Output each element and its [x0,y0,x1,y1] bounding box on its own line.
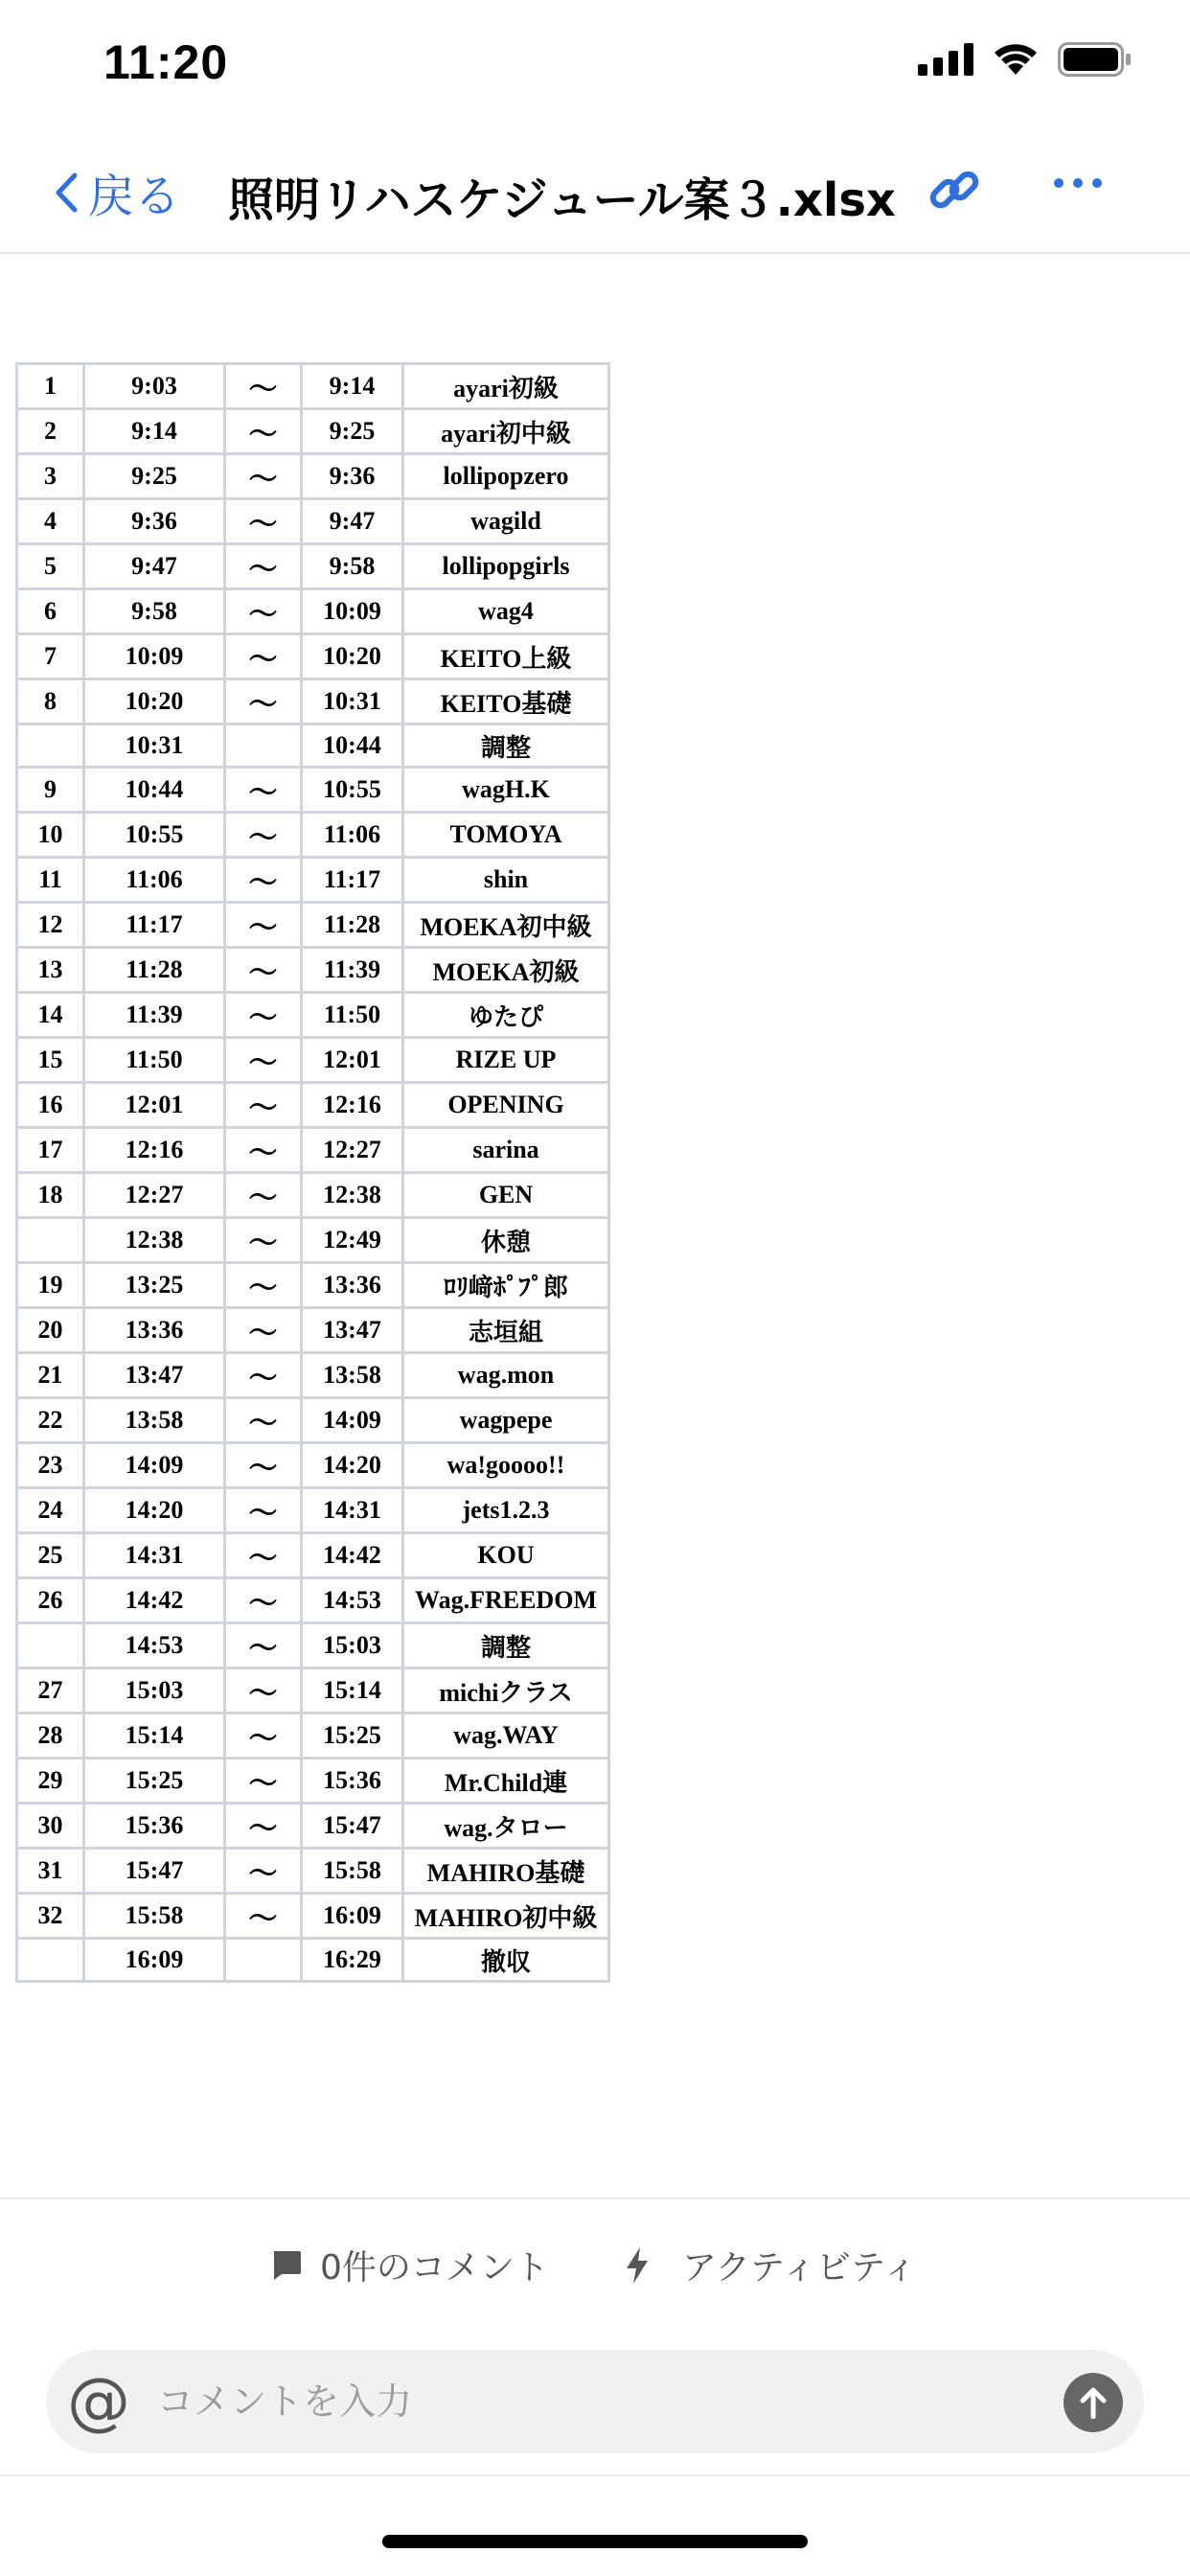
cell-number[interactable]: 28 [17,1714,84,1759]
cell-separator[interactable]: ～ [225,1668,302,1714]
cell-separator[interactable]: ～ [225,499,302,544]
table-row [17,993,609,1038]
at-icon[interactable]: @ [67,2363,130,2438]
cell-number[interactable]: 8 [17,679,84,724]
cell-end-time[interactable]: 12:49 [302,1218,403,1263]
table-row [17,1623,609,1668]
cell-group-name[interactable]: wag.mon [403,1353,609,1398]
cell-end-time[interactable]: 13:36 [302,1263,403,1308]
cell-start-time[interactable]: 14:20 [84,1488,225,1533]
table-row [17,1083,609,1128]
cell-start-time[interactable]: 13:25 [84,1263,225,1308]
cell-number[interactable]: 18 [17,1173,84,1218]
table-row [17,1759,609,1804]
cell-end-time[interactable]: 11:50 [302,993,403,1038]
cell-end-time[interactable]: 10:31 [302,679,403,724]
cell-end-time[interactable]: 12:38 [302,1173,403,1218]
cell-separator[interactable]: ～ [225,858,302,903]
table-row [17,1173,609,1218]
table-row [17,948,609,993]
cell-group-name[interactable]: lollipopgirls [403,544,609,589]
cell-end-time[interactable]: 10:44 [302,724,403,768]
cell-start-time[interactable]: 14:31 [84,1533,225,1578]
table-row [17,768,609,813]
cell-number[interactable]: 4 [17,499,84,544]
cell-number[interactable]: 2 [17,409,84,454]
cell-group-name[interactable]: wag.タロー [403,1804,609,1849]
cell-number[interactable]: 17 [17,1128,84,1173]
cell-start-time[interactable]: 12:01 [84,1083,225,1128]
cell-start-time[interactable]: 15:58 [84,1894,225,1939]
cell-separator[interactable]: ～ [225,903,302,948]
cell-end-time[interactable]: 9:25 [302,409,403,454]
cell-start-time[interactable]: 10:31 [84,724,225,768]
cell-number[interactable]: 21 [17,1353,84,1398]
lightning-icon [625,2247,650,2284]
table-row [17,364,609,409]
table-row [17,634,609,679]
cell-separator[interactable] [225,1939,302,1982]
cell-group-name[interactable]: 撤収 [403,1939,609,1982]
cell-separator[interactable] [225,724,302,768]
table-row [17,679,609,724]
table-row [17,409,609,454]
cell-group-name[interactable]: wagild [403,499,609,544]
cell-group-name[interactable]: KOU [403,1533,609,1578]
table-row [17,1308,609,1353]
cell-separator[interactable]: ～ [225,544,302,589]
table-row [17,1714,609,1759]
table-row [17,1533,609,1578]
cell-separator[interactable]: ～ [225,948,302,993]
cell-group-name[interactable]: wag.WAY [403,1714,609,1759]
table-row [17,1263,609,1308]
cell-separator[interactable]: ～ [225,1623,302,1668]
cell-start-time[interactable]: 13:36 [84,1308,225,1353]
signal-icon [918,43,973,76]
table-row [17,1353,609,1398]
cell-number[interactable] [17,1218,84,1263]
more-icon [1073,178,1083,188]
link-icon [926,161,983,218]
cell-separator[interactable]: ～ [225,634,302,679]
cell-end-time[interactable]: 14:20 [302,1443,403,1488]
cell-number[interactable]: 11 [17,858,84,903]
cell-separator[interactable]: ～ [225,1218,302,1263]
cell-end-time[interactable]: 14:42 [302,1533,403,1578]
cell-start-time[interactable]: 15:36 [84,1804,225,1849]
cell-number[interactable]: 30 [17,1804,84,1849]
cell-end-time[interactable]: 11:39 [302,948,403,993]
link-button[interactable] [926,161,983,222]
table-row [17,813,609,858]
cell-start-time[interactable]: 9:47 [84,544,225,589]
cell-start-time[interactable]: 15:25 [84,1759,225,1804]
comment-bar [46,2350,1144,2453]
cell-start-time[interactable]: 11:06 [84,858,225,903]
cell-group-name[interactable]: shin [403,858,609,903]
cell-separator[interactable]: ～ [225,1578,302,1623]
cell-number[interactable]: 22 [17,1398,84,1443]
cell-number[interactable] [17,724,84,768]
cell-separator[interactable]: ～ [225,1533,302,1578]
cell-separator[interactable]: ～ [225,993,302,1038]
table-row [17,724,609,768]
cell-separator[interactable]: ～ [225,364,302,409]
cell-separator[interactable]: ～ [225,813,302,858]
cell-number[interactable]: 20 [17,1308,84,1353]
table-row [17,1128,609,1173]
cell-separator[interactable]: ～ [225,454,302,499]
cell-group-name[interactable]: jets1.2.3 [403,1488,609,1533]
cell-start-time[interactable]: 9:58 [84,589,225,634]
cell-group-name[interactable]: wag4 [403,589,609,634]
more-icon [1054,178,1064,188]
cell-separator[interactable]: ～ [225,768,302,813]
cell-separator[interactable]: ～ [225,1488,302,1533]
cell-number[interactable]: 10 [17,813,84,858]
back-button[interactable] [54,159,180,225]
wifi-icon [993,42,1039,77]
cell-number[interactable] [17,1623,84,1668]
back-label: 戻る [88,170,181,223]
cell-end-time[interactable]: 15:36 [302,1759,403,1804]
status-bar [0,0,1190,125]
comments-tab[interactable] [270,2241,549,2289]
cell-start-time[interactable]: 10:20 [84,679,225,724]
table-row [17,903,609,948]
cell-start-time[interactable]: 15:14 [84,1714,225,1759]
cell-number[interactable]: 16 [17,1083,84,1128]
table-row [17,589,609,634]
cell-end-time[interactable]: 9:58 [302,544,403,589]
spreadsheet-table [15,362,610,1983]
cell-group-name[interactable]: lollipopzero [403,454,609,499]
cell-group-name[interactable]: ﾛﾘ﨑ﾎﾟﾌﾟ郎 [403,1263,609,1308]
cell-group-name[interactable]: wa!goooo!! [403,1443,609,1488]
table-row [17,1398,609,1443]
cell-end-time[interactable]: 16:29 [302,1939,403,1982]
cell-group-name[interactable]: Mr.Child連 [403,1759,609,1804]
cell-end-time[interactable]: 15:14 [302,1668,403,1714]
cell-start-time[interactable]: 16:09 [84,1939,225,1982]
cell-separator[interactable]: ～ [225,1173,302,1218]
comment-icon [270,2249,303,2282]
cell-separator[interactable]: ～ [225,1849,302,1894]
cell-group-name[interactable]: sarina [403,1128,609,1173]
cell-start-time[interactable]: 10:09 [84,634,225,679]
cell-group-name[interactable]: ゆたぴ [403,993,609,1038]
cell-group-name[interactable]: RIZE UP [403,1038,609,1083]
cell-start-time[interactable]: 13:58 [84,1398,225,1443]
cell-end-time[interactable]: 15:47 [302,1804,403,1849]
cell-number[interactable]: 24 [17,1488,84,1533]
cell-number[interactable]: 19 [17,1263,84,1308]
cell-number[interactable]: 6 [17,589,84,634]
cell-group-name[interactable]: MAHIRO初中級 [403,1894,609,1939]
cell-separator[interactable]: ～ [225,1083,302,1128]
table-row [17,1443,609,1488]
cell-number[interactable]: 7 [17,634,84,679]
battery-icon [1058,42,1133,77]
cell-separator[interactable]: ～ [225,1443,302,1488]
cell-group-name[interactable]: TOMOYA [403,813,609,858]
table-row [17,544,609,589]
cell-number[interactable]: 3 [17,454,84,499]
cell-start-time[interactable]: 11:39 [84,993,225,1038]
cell-start-time[interactable]: 15:47 [84,1849,225,1894]
cell-end-time[interactable]: 15:58 [302,1849,403,1894]
cell-end-time[interactable]: 14:53 [302,1578,403,1623]
cell-group-name[interactable]: MOEKA初中級 [403,903,609,948]
cell-start-time[interactable]: 11:50 [84,1038,225,1083]
cell-end-time[interactable]: 9:14 [302,364,403,409]
table-row [17,1578,609,1623]
cell-number[interactable]: 13 [17,948,84,993]
table-row [17,1038,609,1083]
cell-end-time[interactable]: 12:01 [302,1038,403,1083]
table-row [17,454,609,499]
table-row [17,1849,609,1894]
cell-group-name[interactable]: Wag.FREEDOM [403,1578,609,1623]
cell-end-time[interactable]: 11:17 [302,858,403,903]
comments-label: 0件のコメント [320,2248,549,2288]
divider [0,2474,1190,2476]
cell-start-time[interactable]: 11:17 [84,903,225,948]
cell-separator[interactable]: ～ [225,1398,302,1443]
cell-separator[interactable]: ～ [225,1353,302,1398]
nav-bar [0,125,1190,254]
cell-end-time[interactable]: 14:31 [302,1488,403,1533]
cell-start-time[interactable]: 12:27 [84,1173,225,1218]
cell-separator[interactable]: ～ [225,679,302,724]
cell-end-time[interactable]: 9:36 [302,454,403,499]
chevron-left-icon [54,172,79,214]
cell-group-name[interactable]: michiクラス [403,1668,609,1714]
cell-number[interactable]: 27 [17,1668,84,1714]
cell-number[interactable]: 14 [17,993,84,1038]
cell-group-name[interactable]: OPENING [403,1083,609,1128]
table-row [17,1218,609,1263]
cell-number[interactable]: 9 [17,768,84,813]
cell-group-name[interactable]: KEITO上級 [403,634,609,679]
cell-group-name[interactable]: GEN [403,1173,609,1218]
table-row [17,1804,609,1849]
cell-end-time[interactable]: 13:58 [302,1353,403,1398]
cell-end-time[interactable]: 9:47 [302,499,403,544]
table-row [17,499,609,544]
cell-start-time[interactable]: 14:42 [84,1578,225,1623]
cell-group-name[interactable]: 志垣組 [403,1308,609,1353]
arrow-up-icon [1079,2386,1108,2419]
cell-end-time[interactable]: 12:27 [302,1128,403,1173]
status-icons [918,42,1133,77]
cell-start-time[interactable]: 14:53 [84,1623,225,1668]
cell-start-time[interactable]: 13:47 [84,1353,225,1398]
cell-start-time[interactable]: 15:03 [84,1668,225,1714]
cell-end-time[interactable]: 16:09 [302,1894,403,1939]
more-icon [1092,178,1102,188]
send-button[interactable] [1064,2373,1123,2432]
table-row [17,1894,609,1939]
cell-separator[interactable]: ～ [225,1894,302,1939]
cell-end-time[interactable]: 10:20 [302,634,403,679]
cell-end-time[interactable]: 15:25 [302,1714,403,1759]
table-row [17,858,609,903]
cell-group-name[interactable]: MAHIRO基礎 [403,1849,609,1894]
cell-start-time[interactable]: 10:55 [84,813,225,858]
cell-group-name[interactable]: wagH.K [403,768,609,813]
cell-separator[interactable]: ～ [225,409,302,454]
more-button[interactable] [1054,178,1102,188]
cell-number[interactable]: 25 [17,1533,84,1578]
table-row [17,1939,609,1982]
cell-end-time[interactable]: 11:28 [302,903,403,948]
table-row [17,1488,609,1533]
cell-start-time[interactable]: 12:16 [84,1128,225,1173]
cell-end-time[interactable]: 12:16 [302,1083,403,1128]
cell-group-name[interactable]: wagpepe [403,1398,609,1443]
cell-number[interactable]: 31 [17,1849,84,1894]
cell-end-time[interactable]: 10:55 [302,768,403,813]
cell-number[interactable]: 32 [17,1894,84,1939]
cell-start-time[interactable]: 9:36 [84,499,225,544]
cell-separator[interactable]: ～ [225,1804,302,1849]
cell-group-name[interactable]: 調整 [403,724,609,768]
cell-group-name[interactable]: 調整 [403,1623,609,1668]
cell-separator[interactable]: ～ [225,1128,302,1173]
cell-group-name[interactable]: MOEKA初級 [403,948,609,993]
cell-number[interactable]: 23 [17,1443,84,1488]
cell-end-time[interactable]: 10:09 [302,589,403,634]
cell-end-time[interactable]: 15:03 [302,1623,403,1668]
divider [0,2197,1190,2199]
cell-start-time[interactable]: 9:25 [84,454,225,499]
cell-number[interactable]: 15 [17,1038,84,1083]
activity-tab[interactable] [625,2241,917,2289]
cell-start-time[interactable]: 10:44 [84,768,225,813]
cell-start-time[interactable]: 12:38 [84,1218,225,1263]
cell-end-time[interactable]: 13:47 [302,1308,403,1353]
cell-number[interactable]: 1 [17,364,84,409]
home-indicator [382,2535,808,2548]
cell-start-time[interactable]: 14:09 [84,1443,225,1488]
cell-separator[interactable]: ～ [225,1038,302,1083]
cell-start-time[interactable]: 9:14 [84,409,225,454]
status-time: 11:20 [103,35,229,89]
cell-number[interactable]: 5 [17,544,84,589]
cell-start-time[interactable]: 11:28 [84,948,225,993]
cell-group-name[interactable]: ayari初中級 [403,409,609,454]
cell-end-time[interactable]: 14:09 [302,1398,403,1443]
cell-number[interactable]: 26 [17,1578,84,1623]
cell-separator[interactable]: ～ [225,589,302,634]
cell-separator[interactable]: ～ [225,1714,302,1759]
cell-number[interactable] [17,1939,84,1982]
activity-label: アクティビティ [682,2248,918,2288]
cell-end-time[interactable]: 11:06 [302,813,403,858]
cell-group-name[interactable]: KEITO基礎 [403,679,609,724]
table-row [17,1668,609,1714]
cell-separator[interactable]: ～ [225,1759,302,1804]
cell-number[interactable]: 29 [17,1759,84,1804]
cell-group-name[interactable]: 休憩 [403,1218,609,1263]
cell-start-time[interactable]: 9:03 [84,364,225,409]
cell-separator[interactable]: ～ [225,1263,302,1308]
cell-number[interactable]: 12 [17,903,84,948]
cell-group-name[interactable]: ayari初級 [403,364,609,409]
comment-input[interactable] [157,2369,1000,2434]
document-title: 照明リハスケジュール案３.xlsx [228,173,896,227]
cell-separator[interactable]: ～ [225,1308,302,1353]
